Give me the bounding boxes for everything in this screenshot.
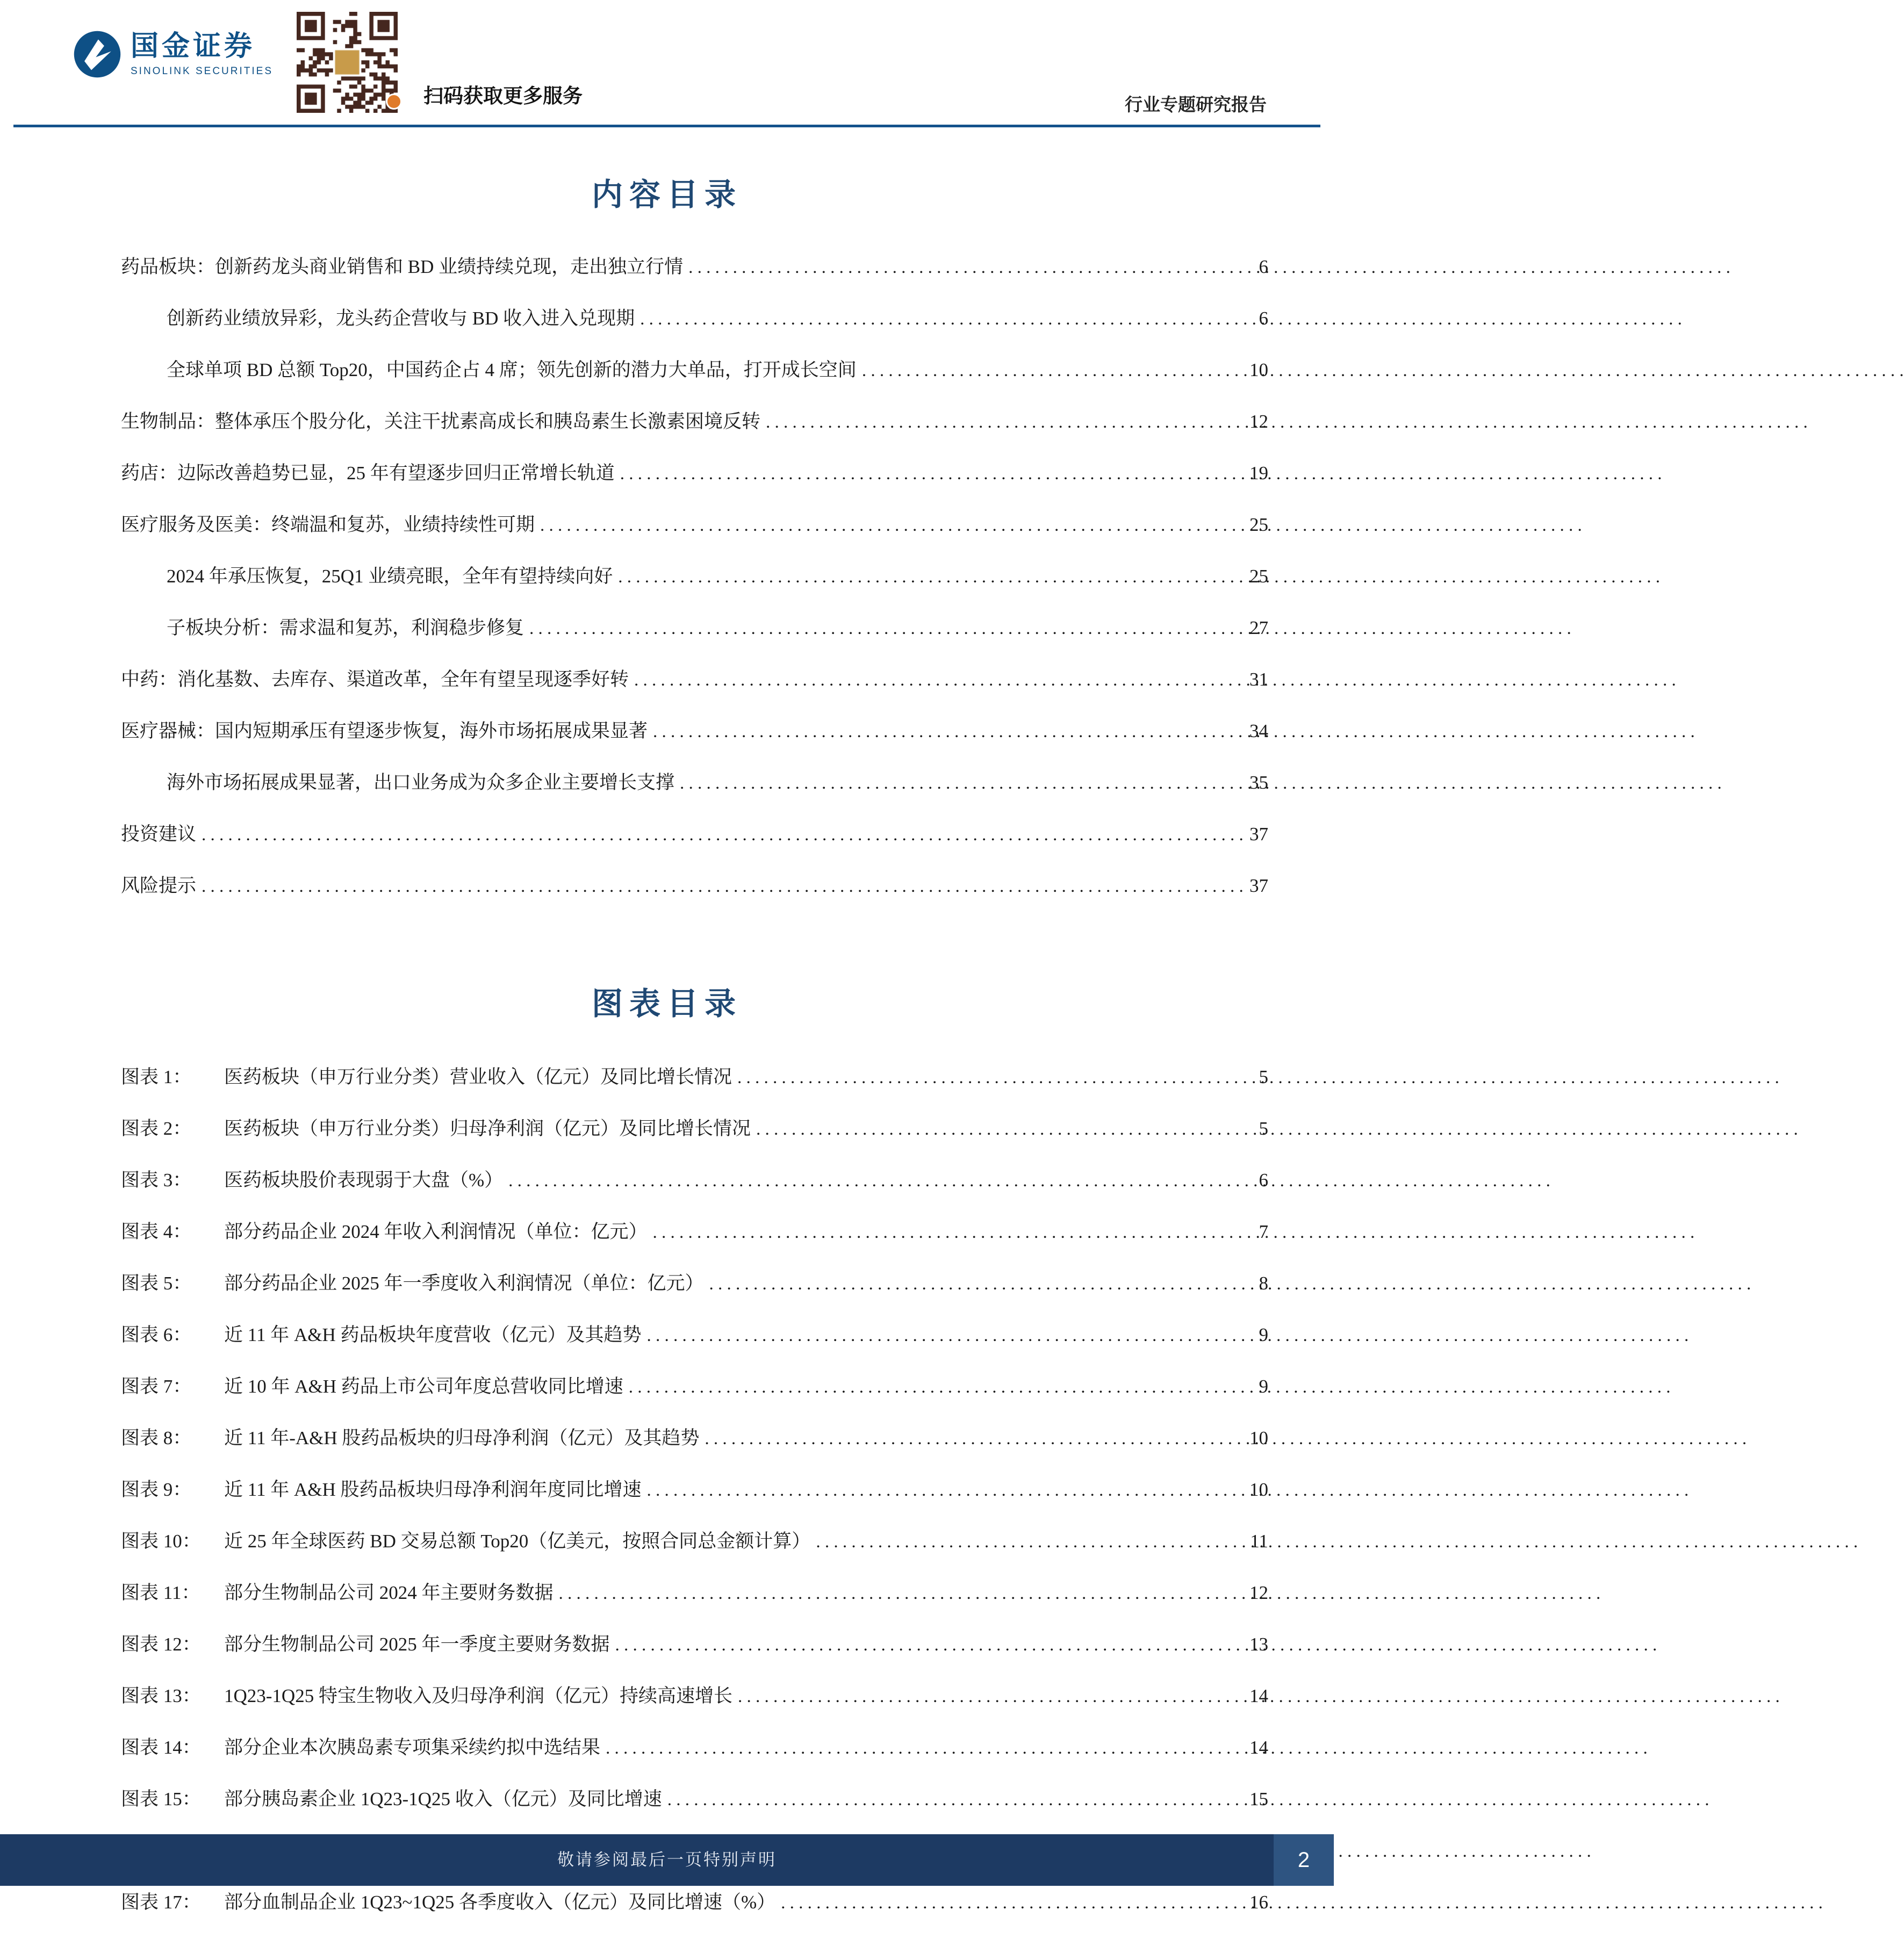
dot-leader	[653, 1221, 1225, 1243]
toc-list	[121, 252, 1268, 898]
dot-leader	[646, 1324, 1225, 1346]
figure-entry-text: 部分药品企业 2025 年一季度收入利润情况（单位：亿元）	[224, 1273, 704, 1294]
toc-entry-page: 25	[1249, 514, 1268, 535]
figure-entry-page: 10	[1249, 1428, 1268, 1448]
toc-entry-page: 19	[1249, 463, 1268, 484]
logo	[73, 30, 273, 79]
figure-entry-page: 5	[1259, 1118, 1268, 1139]
toc-entry-page: 6	[1259, 308, 1268, 329]
dot-leader	[756, 1118, 1225, 1140]
logo-text-block	[131, 31, 273, 77]
figure-entry[interactable]	[121, 1526, 1268, 1553]
figure-entry[interactable]	[121, 1423, 1268, 1450]
dot-leader	[202, 824, 1225, 845]
dot-leader	[615, 1634, 1225, 1655]
toc-entry[interactable]	[121, 613, 1268, 640]
toc-entry[interactable]	[121, 819, 1268, 846]
toc-entry-page: 37	[1249, 824, 1268, 845]
figure-entry-text: 部分血制品企业 1Q23~1Q25 各季度收入（亿元）及同比增速（%）	[224, 1892, 776, 1913]
figure-entry[interactable]	[121, 1630, 1268, 1656]
logo-name-en: SINOLINK SECURITIES	[131, 65, 273, 77]
toc-entry-text: 药品板块：创新药龙头商业销售和 BD 业绩持续兑现，走出独立行情	[121, 256, 684, 277]
figure-entry[interactable]	[121, 1062, 1268, 1089]
figure-entry-text: 部分胰岛素企业 1Q23-1Q25 收入（亿元）及同比增速	[224, 1789, 662, 1810]
dot-leader	[737, 1066, 1225, 1088]
dot-leader	[766, 411, 1225, 433]
figure-entry-label: 图表 6：	[121, 1324, 192, 1345]
figure-entry-page: 14	[1249, 1737, 1268, 1758]
toc-entry[interactable]	[121, 252, 1268, 279]
dot-leader	[738, 1685, 1225, 1707]
sinolink-logo-icon	[73, 30, 122, 79]
figure-entry-page: 5	[1259, 1066, 1268, 1087]
figure-entry-text: 1Q23-1Q25 特宝生物收入及归母净利润（亿元）持续高速增长	[224, 1685, 732, 1706]
figure-entry-text: 近 25 年全球医药 BD 交易总额 Top20（亿美元，按照合同总金额计算）	[224, 1531, 811, 1552]
figure-entry-page: 13	[1249, 1634, 1268, 1655]
toc-entry-page: 10	[1249, 359, 1268, 380]
footer-page-number: 2	[1274, 1834, 1334, 1886]
toc-entry-text: 生物制品：整体承压个股分化，关注干扰素高成长和胰岛素生长激素困境反转	[121, 411, 761, 432]
toc-entry[interactable]	[121, 510, 1268, 537]
dot-leader	[688, 256, 1225, 278]
figure-entry-label: 图表 4：	[121, 1221, 192, 1242]
figure-entry[interactable]	[121, 1320, 1268, 1347]
dot-leader	[559, 1582, 1225, 1604]
figure-entry-label: 图表 12：	[121, 1634, 201, 1655]
qr-code	[297, 12, 398, 113]
figure-entry[interactable]	[121, 1372, 1268, 1399]
toc-entry-page: 6	[1259, 256, 1268, 277]
toc-entry-text: 医疗服务及医美：终端温和复苏，业绩持续性可期	[121, 514, 535, 535]
toc-entry-text: 风险提示	[121, 875, 197, 896]
dot-leader	[629, 1376, 1225, 1397]
figure-entry-text: 部分企业本次胰岛素专项集采续约拟中选结果	[224, 1737, 601, 1758]
figure-entry-text: 部分生物制品公司 2024 年主要财务数据	[224, 1582, 554, 1603]
figure-entry[interactable]	[121, 1887, 1268, 1914]
figure-entry-text: 医药板块股价表现弱于大盘（%）	[224, 1170, 504, 1191]
dot-leader	[781, 1892, 1225, 1913]
toc-entry-text: 医疗器械：国内短期承压有望逐步恢复，海外市场拓展成果显著	[121, 720, 648, 741]
figure-entry[interactable]	[121, 1784, 1268, 1811]
toc-entry-text: 创新药业绩放异彩，龙头药企营收与 BD 收入进入兑现期	[167, 308, 635, 329]
toc-entry[interactable]	[121, 716, 1268, 743]
dot-leader	[202, 875, 1225, 897]
toc-entry-page: 27	[1249, 617, 1268, 638]
figure-entry-page: 12	[1249, 1582, 1268, 1603]
logo-name-cn: 国金证券	[131, 31, 256, 62]
figure-entry-text: 部分生物制品公司 2025 年一季度主要财务数据	[224, 1634, 610, 1655]
figure-entry-text: 部分药品企业 2024 年收入利润情况（单位：亿元）	[224, 1221, 648, 1242]
toc-entry[interactable]	[121, 768, 1268, 795]
figure-entry-text: 近 11 年 A&H 股药品板块归母净利润年度同比增速	[224, 1479, 642, 1500]
dot-leader	[540, 514, 1225, 536]
figure-entry-page: 9	[1259, 1324, 1268, 1345]
figure-entry-page: 15	[1249, 1789, 1268, 1810]
figure-entry-page: 8	[1259, 1273, 1268, 1294]
figure-entry-label: 图表 15：	[121, 1789, 201, 1810]
figure-entry-label: 图表 13：	[121, 1685, 201, 1706]
toc-entry-text: 2024 年承压恢复，25Q1 业绩亮眼，全年有望持续向好	[167, 566, 613, 587]
figure-entry[interactable]	[121, 1114, 1268, 1141]
dot-leader	[634, 669, 1225, 690]
figure-entry-page: 9	[1259, 1376, 1268, 1397]
toc-title: 内容目录	[591, 177, 742, 212]
toc-entry-text: 海外市场拓展成果显著，出口业务成为众多企业主要增长支撑	[167, 772, 675, 793]
figure-entry-page: 14	[1249, 1685, 1268, 1706]
toc-entry-page: 34	[1249, 720, 1268, 741]
figure-entry-label: 图表 11：	[121, 1582, 200, 1603]
figure-entry-page: 16	[1249, 1892, 1268, 1913]
toc-entry[interactable]	[121, 561, 1268, 588]
dot-leader	[618, 566, 1225, 587]
toc-entry[interactable]	[121, 458, 1268, 485]
dot-leader	[640, 308, 1225, 329]
toc-entry-text: 子板块分析：需求温和复苏，利润稳步修复	[167, 617, 525, 638]
figure-entry-page: 7	[1259, 1221, 1268, 1242]
figure-list	[121, 1062, 1268, 1914]
toc-entry-text: 中药：消化基数、去库存、渠道改革，全年有望呈现逐季好转	[121, 669, 629, 690]
page-header	[0, 0, 1334, 125]
dot-leader	[709, 1273, 1225, 1294]
figure-entry[interactable]	[121, 1733, 1268, 1760]
figure-entry[interactable]	[121, 1475, 1268, 1502]
toc-entry[interactable]	[121, 304, 1268, 330]
figure-entry-page: 11	[1250, 1531, 1268, 1552]
dot-leader	[646, 1479, 1225, 1501]
figure-entry[interactable]	[121, 1578, 1268, 1605]
qr-caption: 扫码获取更多服务	[423, 85, 583, 107]
dot-leader	[620, 463, 1225, 484]
dot-leader	[508, 1170, 1225, 1191]
figure-entry[interactable]	[121, 1268, 1268, 1295]
report-type-label: 行业专题研究报告	[1125, 96, 1267, 115]
figure-entry-label: 图表 10：	[121, 1531, 201, 1552]
toc-entry-text: 全球单项 BD 总额 Top20，中国药企占 4 席；领先创新的潜力大单品，打开成长空间	[167, 359, 857, 380]
figure-entry-text: 近 11 年 A&H 药品板块年度营收（亿元）及其趋势	[224, 1324, 642, 1345]
toc-entry[interactable]	[121, 665, 1268, 691]
qr-badge-icon	[386, 93, 402, 110]
main-content	[0, 127, 1334, 1939]
figure-entry-label: 图表 5：	[121, 1273, 192, 1294]
toc-entry[interactable]	[121, 407, 1268, 434]
dot-leader	[862, 359, 1225, 381]
figure-entry[interactable]	[121, 1681, 1268, 1708]
toc-entry-page: 12	[1249, 411, 1268, 432]
figure-entry-label: 图表 2：	[121, 1118, 192, 1139]
figure-entry-label: 图表 1：	[121, 1066, 192, 1087]
toc-entry-text: 药店：边际改善趋势已显，25 年有望逐步回归正常增长轨道	[121, 463, 615, 484]
toc-entry-page: 37	[1249, 875, 1268, 896]
figure-entry-text: 医药板块（申万行业分类）营业收入（亿元）及同比增长情况	[224, 1066, 732, 1087]
dot-leader	[680, 772, 1225, 794]
figure-entry[interactable]	[121, 1217, 1268, 1244]
toc-entry-page: 25	[1249, 566, 1268, 587]
toc-entry[interactable]	[121, 355, 1268, 382]
figure-entry-label: 图表 3：	[121, 1170, 192, 1191]
figures-title: 图表目录	[591, 986, 742, 1021]
toc-entry-page: 35	[1249, 772, 1268, 793]
figure-entry-text: 近 10 年 A&H 药品上市公司年度总营收同比增速	[224, 1376, 623, 1397]
figure-entry-label: 图表 7：	[121, 1376, 192, 1397]
qr-code-block	[297, 12, 398, 113]
dot-leader	[816, 1531, 1225, 1552]
figure-entry-page: 6	[1259, 1170, 1268, 1191]
dot-leader	[529, 617, 1225, 639]
toc-entry-page: 31	[1249, 669, 1268, 690]
figure-entry-text: 医药板块（申万行业分类）归母净利润（亿元）及同比增长情况	[224, 1118, 751, 1139]
figure-entry-text: 近 11 年-A&H 股药品板块的归母净利润（亿元）及其趋势	[224, 1428, 700, 1448]
dot-leader	[667, 1789, 1225, 1810]
toc-entry-text: 投资建议	[121, 824, 197, 845]
figure-entry[interactable]	[121, 1165, 1268, 1192]
figure-entry-label: 图表 17：	[121, 1892, 201, 1913]
dot-leader	[653, 720, 1225, 742]
toc-entry[interactable]	[121, 871, 1268, 898]
figure-entry-label: 图表 9：	[121, 1479, 192, 1500]
figure-entry-page: 10	[1249, 1479, 1268, 1500]
page-footer	[0, 1834, 1334, 1886]
figure-entry-label: 图表 8：	[121, 1428, 192, 1448]
figure-entry-label: 图表 14：	[121, 1737, 201, 1758]
dot-leader	[606, 1737, 1225, 1758]
footer-disclaimer: 敬请参阅最后一页特别声明	[557, 1850, 777, 1869]
dot-leader	[705, 1428, 1225, 1449]
